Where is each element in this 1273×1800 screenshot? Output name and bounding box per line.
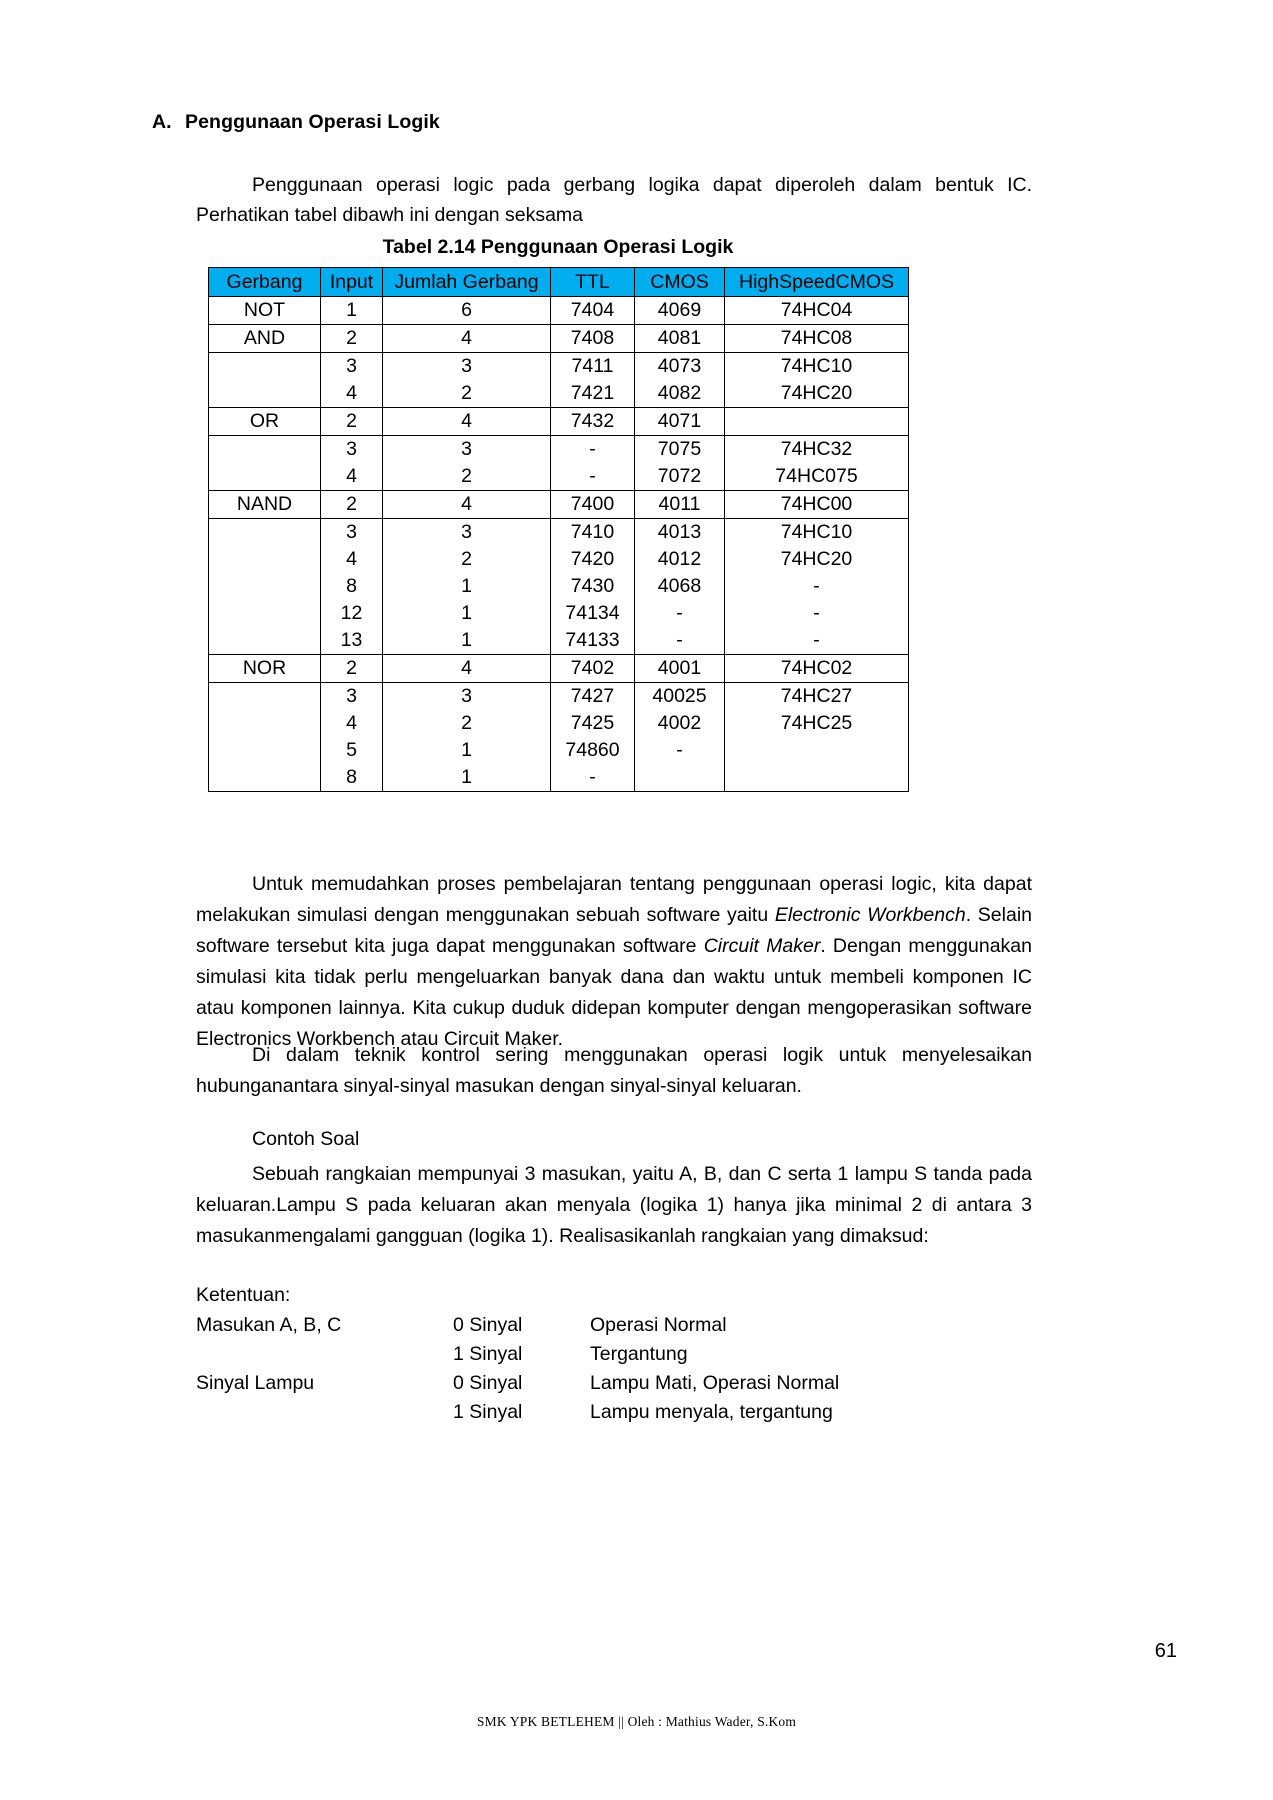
input-cell: 2 [321, 325, 383, 353]
cmos-cell: 4002 [635, 710, 725, 737]
paragraph-1-part-1: Untuk memudahkan proses pembelajaran tentang penggunaan operasi logic, kita dapat melakukan simulasi dengan menggunakan sebuah software yaitu [196, 873, 1032, 926]
gate-cell: AND [209, 325, 321, 353]
ttl-cell: 74133 [551, 627, 635, 655]
table-row [209, 408, 909, 436]
paragraph-simulation-software [196, 869, 1032, 1055]
jumlah-gerbang-cell: 1 [383, 573, 551, 600]
input-cell: 3 [321, 683, 383, 711]
gate-cell [209, 546, 321, 573]
jumlah-gerbang-cell: 4 [383, 491, 551, 519]
gate-cell [209, 519, 321, 547]
cmos-cell: 4013 [635, 519, 725, 547]
jumlah-gerbang-cell: 6 [383, 297, 551, 325]
gate-cell: NAND [209, 491, 321, 519]
ttl-cell: 7410 [551, 519, 635, 547]
ketentuan-signal: 0 Sinyal [453, 1372, 523, 1394]
cmos-cell: 4068 [635, 573, 725, 600]
highspeedcmos-cell [725, 408, 909, 436]
highspeedcmos-cell: 74HC27 [725, 683, 909, 711]
table-row [209, 737, 909, 764]
input-cell: 4 [321, 710, 383, 737]
table-row [209, 683, 909, 711]
jumlah-gerbang-cell: 4 [383, 408, 551, 436]
ketentuan-subject: Sinyal Lampu [196, 1372, 315, 1394]
paragraph-1-italic-electronic-workbench: Electronic Workbench [774, 904, 966, 926]
paragraph-1-part-3: . Dengan menggunakan simulasi kita tidak perlu mengeluarkan banyak dana dan waktu untuk membeli komponen IC atau komponen lainnya. Kita cukup duduk didepan komputer dengan mengoperasikan software Electronics Workbench atau Circuit Maker. [196, 935, 1032, 1050]
ttl-cell: 7427 [551, 683, 635, 711]
cmos-cell: 4001 [635, 655, 725, 683]
highspeedcmos-cell [725, 737, 909, 764]
highspeedcmos-cell: 74HC00 [725, 491, 909, 519]
section-title: Penggunaan Operasi Logik [185, 111, 440, 133]
input-cell: 3 [321, 519, 383, 547]
cmos-cell: 4071 [635, 408, 725, 436]
table-row [209, 463, 909, 491]
paragraph-contoh-soal: Sebuah rangkaian mempunyai 3 masukan, yaitu A, B, dan C serta 1 lampu S tanda pada keluaran.Lampu S pada keluaran akan menyala (logika 1) hanya jika minimal 2 di antara 3 masukanmengalami gangguan (logika 1). Realisasikanlah rangkaian yang dimaksud: [196, 1163, 1032, 1247]
gate-cell: NOT [209, 297, 321, 325]
ketentuan-table [196, 1314, 990, 1430]
input-cell: 2 [321, 408, 383, 436]
gate-cell: OR [209, 408, 321, 436]
ttl-cell: 74134 [551, 600, 635, 627]
highspeedcmos-cell [725, 764, 909, 792]
ttl-cell: 7432 [551, 408, 635, 436]
cmos-cell: 4081 [635, 325, 725, 353]
page-footer: SMK YPK BETLEHEM || Oleh : Mathius Wader, S.Kom [476, 1714, 797, 1729]
gate-cell [209, 380, 321, 408]
gate-cell [209, 463, 321, 491]
jumlah-gerbang-cell: 2 [383, 463, 551, 491]
table-row [209, 519, 909, 547]
highspeedcmos-cell: 74HC02 [725, 655, 909, 683]
ttl-cell: 7425 [551, 710, 635, 737]
column-header-gerbang: Gerbang [209, 268, 321, 297]
cmos-cell: 7072 [635, 463, 725, 491]
ketentuan-subject [196, 1401, 453, 1430]
highspeedcmos-cell: - [725, 573, 909, 600]
jumlah-gerbang-cell: 1 [383, 737, 551, 764]
table-row [209, 297, 909, 325]
table-row [209, 627, 909, 655]
input-cell: 3 [321, 436, 383, 464]
ketentuan-meaning: Lampu menyala, tergantung [590, 1401, 833, 1423]
ttl-cell: 7404 [551, 297, 635, 325]
input-cell: 3 [321, 353, 383, 381]
ketentuan-body [196, 1314, 990, 1430]
table-row [209, 600, 909, 627]
ketentuan-row [196, 1372, 990, 1401]
input-cell: 2 [321, 491, 383, 519]
ttl-cell: 7420 [551, 546, 635, 573]
cmos-cell: 4069 [635, 297, 725, 325]
column-header-jumlah-gerbang: Jumlah Gerbang [383, 268, 551, 297]
ketentuan-label: Ketentuan: [196, 1284, 291, 1306]
jumlah-gerbang-cell: 4 [383, 655, 551, 683]
input-cell: 4 [321, 463, 383, 491]
highspeedcmos-cell: 74HC25 [725, 710, 909, 737]
gate-cell [209, 627, 321, 655]
input-cell: 2 [321, 655, 383, 683]
highspeedcmos-cell: 74HC32 [725, 436, 909, 464]
logic-operations-table [208, 267, 909, 792]
ketentuan-row [196, 1401, 990, 1430]
intro-paragraph: Penggunaan operasi logic pada gerbang logika dapat diperoleh dalam bentuk IC. Perhatikan tabel dibawh ini dengan seksama [196, 174, 1032, 226]
ketentuan-subject [196, 1343, 453, 1372]
contoh-soal-label: Contoh Soal [252, 1128, 360, 1150]
jumlah-gerbang-cell: 2 [383, 380, 551, 408]
cmos-cell: 4012 [635, 546, 725, 573]
highspeedcmos-cell: 74HC04 [725, 297, 909, 325]
input-cell: 4 [321, 380, 383, 408]
highspeedcmos-cell: 74HC20 [725, 380, 909, 408]
cmos-cell: 4082 [635, 380, 725, 408]
gate-cell [209, 353, 321, 381]
ketentuan-row [196, 1314, 990, 1343]
column-header-cmos: CMOS [635, 268, 725, 297]
gate-cell [209, 764, 321, 792]
ttl-cell: 7411 [551, 353, 635, 381]
jumlah-gerbang-cell: 2 [383, 546, 551, 573]
gate-cell [209, 683, 321, 711]
ttl-cell: 7421 [551, 380, 635, 408]
input-cell: 8 [321, 764, 383, 792]
table-caption: Tabel 2.14 Penggunaan Operasi Logik [382, 236, 734, 258]
paragraph-teknik-kontrol: Di dalam teknik kontrol sering menggunakan operasi logik untuk menyelesaikan hubunganantara sinyal-sinyal masukan dengan sinyal-sinyal keluaran. [196, 1044, 1032, 1097]
cmos-cell: 4073 [635, 353, 725, 381]
highspeedcmos-cell: - [725, 600, 909, 627]
jumlah-gerbang-cell: 3 [383, 683, 551, 711]
table-row [209, 380, 909, 408]
ttl-cell: 7402 [551, 655, 635, 683]
jumlah-gerbang-cell: 3 [383, 436, 551, 464]
table-row [209, 325, 909, 353]
ttl-cell: - [551, 436, 635, 464]
highspeedcmos-cell: 74HC10 [725, 519, 909, 547]
cmos-cell: 4011 [635, 491, 725, 519]
cmos-cell [635, 764, 725, 792]
section-heading [152, 111, 440, 134]
highspeedcmos-cell: 74HC20 [725, 546, 909, 573]
jumlah-gerbang-cell: 1 [383, 600, 551, 627]
ketentuan-row [196, 1343, 990, 1372]
ttl-cell: 7400 [551, 491, 635, 519]
table-row [209, 546, 909, 573]
input-cell: 1 [321, 297, 383, 325]
gate-cell: NOR [209, 655, 321, 683]
page-number: 61 [1154, 1640, 1177, 1662]
table-row [209, 353, 909, 381]
cmos-cell: - [635, 600, 725, 627]
gate-cell [209, 436, 321, 464]
jumlah-gerbang-cell: 4 [383, 325, 551, 353]
highspeedcmos-cell: - [725, 627, 909, 655]
ttl-cell: 74860 [551, 737, 635, 764]
gate-cell [209, 600, 321, 627]
table-row [209, 573, 909, 600]
column-header-input: Input [321, 268, 383, 297]
table-body [209, 297, 909, 792]
jumlah-gerbang-cell: 1 [383, 627, 551, 655]
input-cell: 5 [321, 737, 383, 764]
table-header-row [209, 268, 909, 297]
table-row [209, 491, 909, 519]
paragraph-1-part-2: . Selain software tersebut kita juga dapat menggunakan software [196, 904, 1033, 957]
ttl-cell: 7430 [551, 573, 635, 600]
column-header-highspeedcmos: HighSpeedCMOS [725, 268, 909, 297]
table-row [209, 436, 909, 464]
ketentuan-meaning: Lampu Mati, Operasi Normal [590, 1372, 840, 1394]
highspeedcmos-cell: 74HC075 [725, 463, 909, 491]
ketentuan-signal: 1 Sinyal [453, 1401, 523, 1423]
ketentuan-meaning: Tergantung [590, 1343, 688, 1365]
ttl-cell: 7408 [551, 325, 635, 353]
table-row [209, 710, 909, 737]
cmos-cell: 7075 [635, 436, 725, 464]
gate-cell [209, 710, 321, 737]
highspeedcmos-cell: 74HC10 [725, 353, 909, 381]
ketentuan-meaning: Operasi Normal [590, 1314, 727, 1336]
table-row [209, 655, 909, 683]
input-cell: 12 [321, 600, 383, 627]
highspeedcmos-cell: 74HC08 [725, 325, 909, 353]
gate-cell [209, 737, 321, 764]
jumlah-gerbang-cell: 2 [383, 710, 551, 737]
ttl-cell: - [551, 764, 635, 792]
gate-cell [209, 573, 321, 600]
jumlah-gerbang-cell: 3 [383, 353, 551, 381]
cmos-cell: 40025 [635, 683, 725, 711]
ketentuan-subject: Masukan A, B, C [196, 1314, 342, 1336]
ttl-cell: - [551, 463, 635, 491]
cmos-cell: - [635, 737, 725, 764]
ketentuan-signal: 0 Sinyal [453, 1314, 523, 1336]
jumlah-gerbang-cell: 1 [383, 764, 551, 792]
section-marker: A. [152, 111, 172, 133]
input-cell: 4 [321, 546, 383, 573]
cmos-cell: - [635, 627, 725, 655]
jumlah-gerbang-cell: 3 [383, 519, 551, 547]
table-row [209, 764, 909, 792]
input-cell: 13 [321, 627, 383, 655]
paragraph-1-italic-circuit-maker: Circuit Maker [703, 935, 821, 957]
ketentuan-signal: 1 Sinyal [453, 1343, 523, 1365]
column-header-ttl: TTL [551, 268, 635, 297]
table-header [209, 268, 909, 297]
input-cell: 8 [321, 573, 383, 600]
